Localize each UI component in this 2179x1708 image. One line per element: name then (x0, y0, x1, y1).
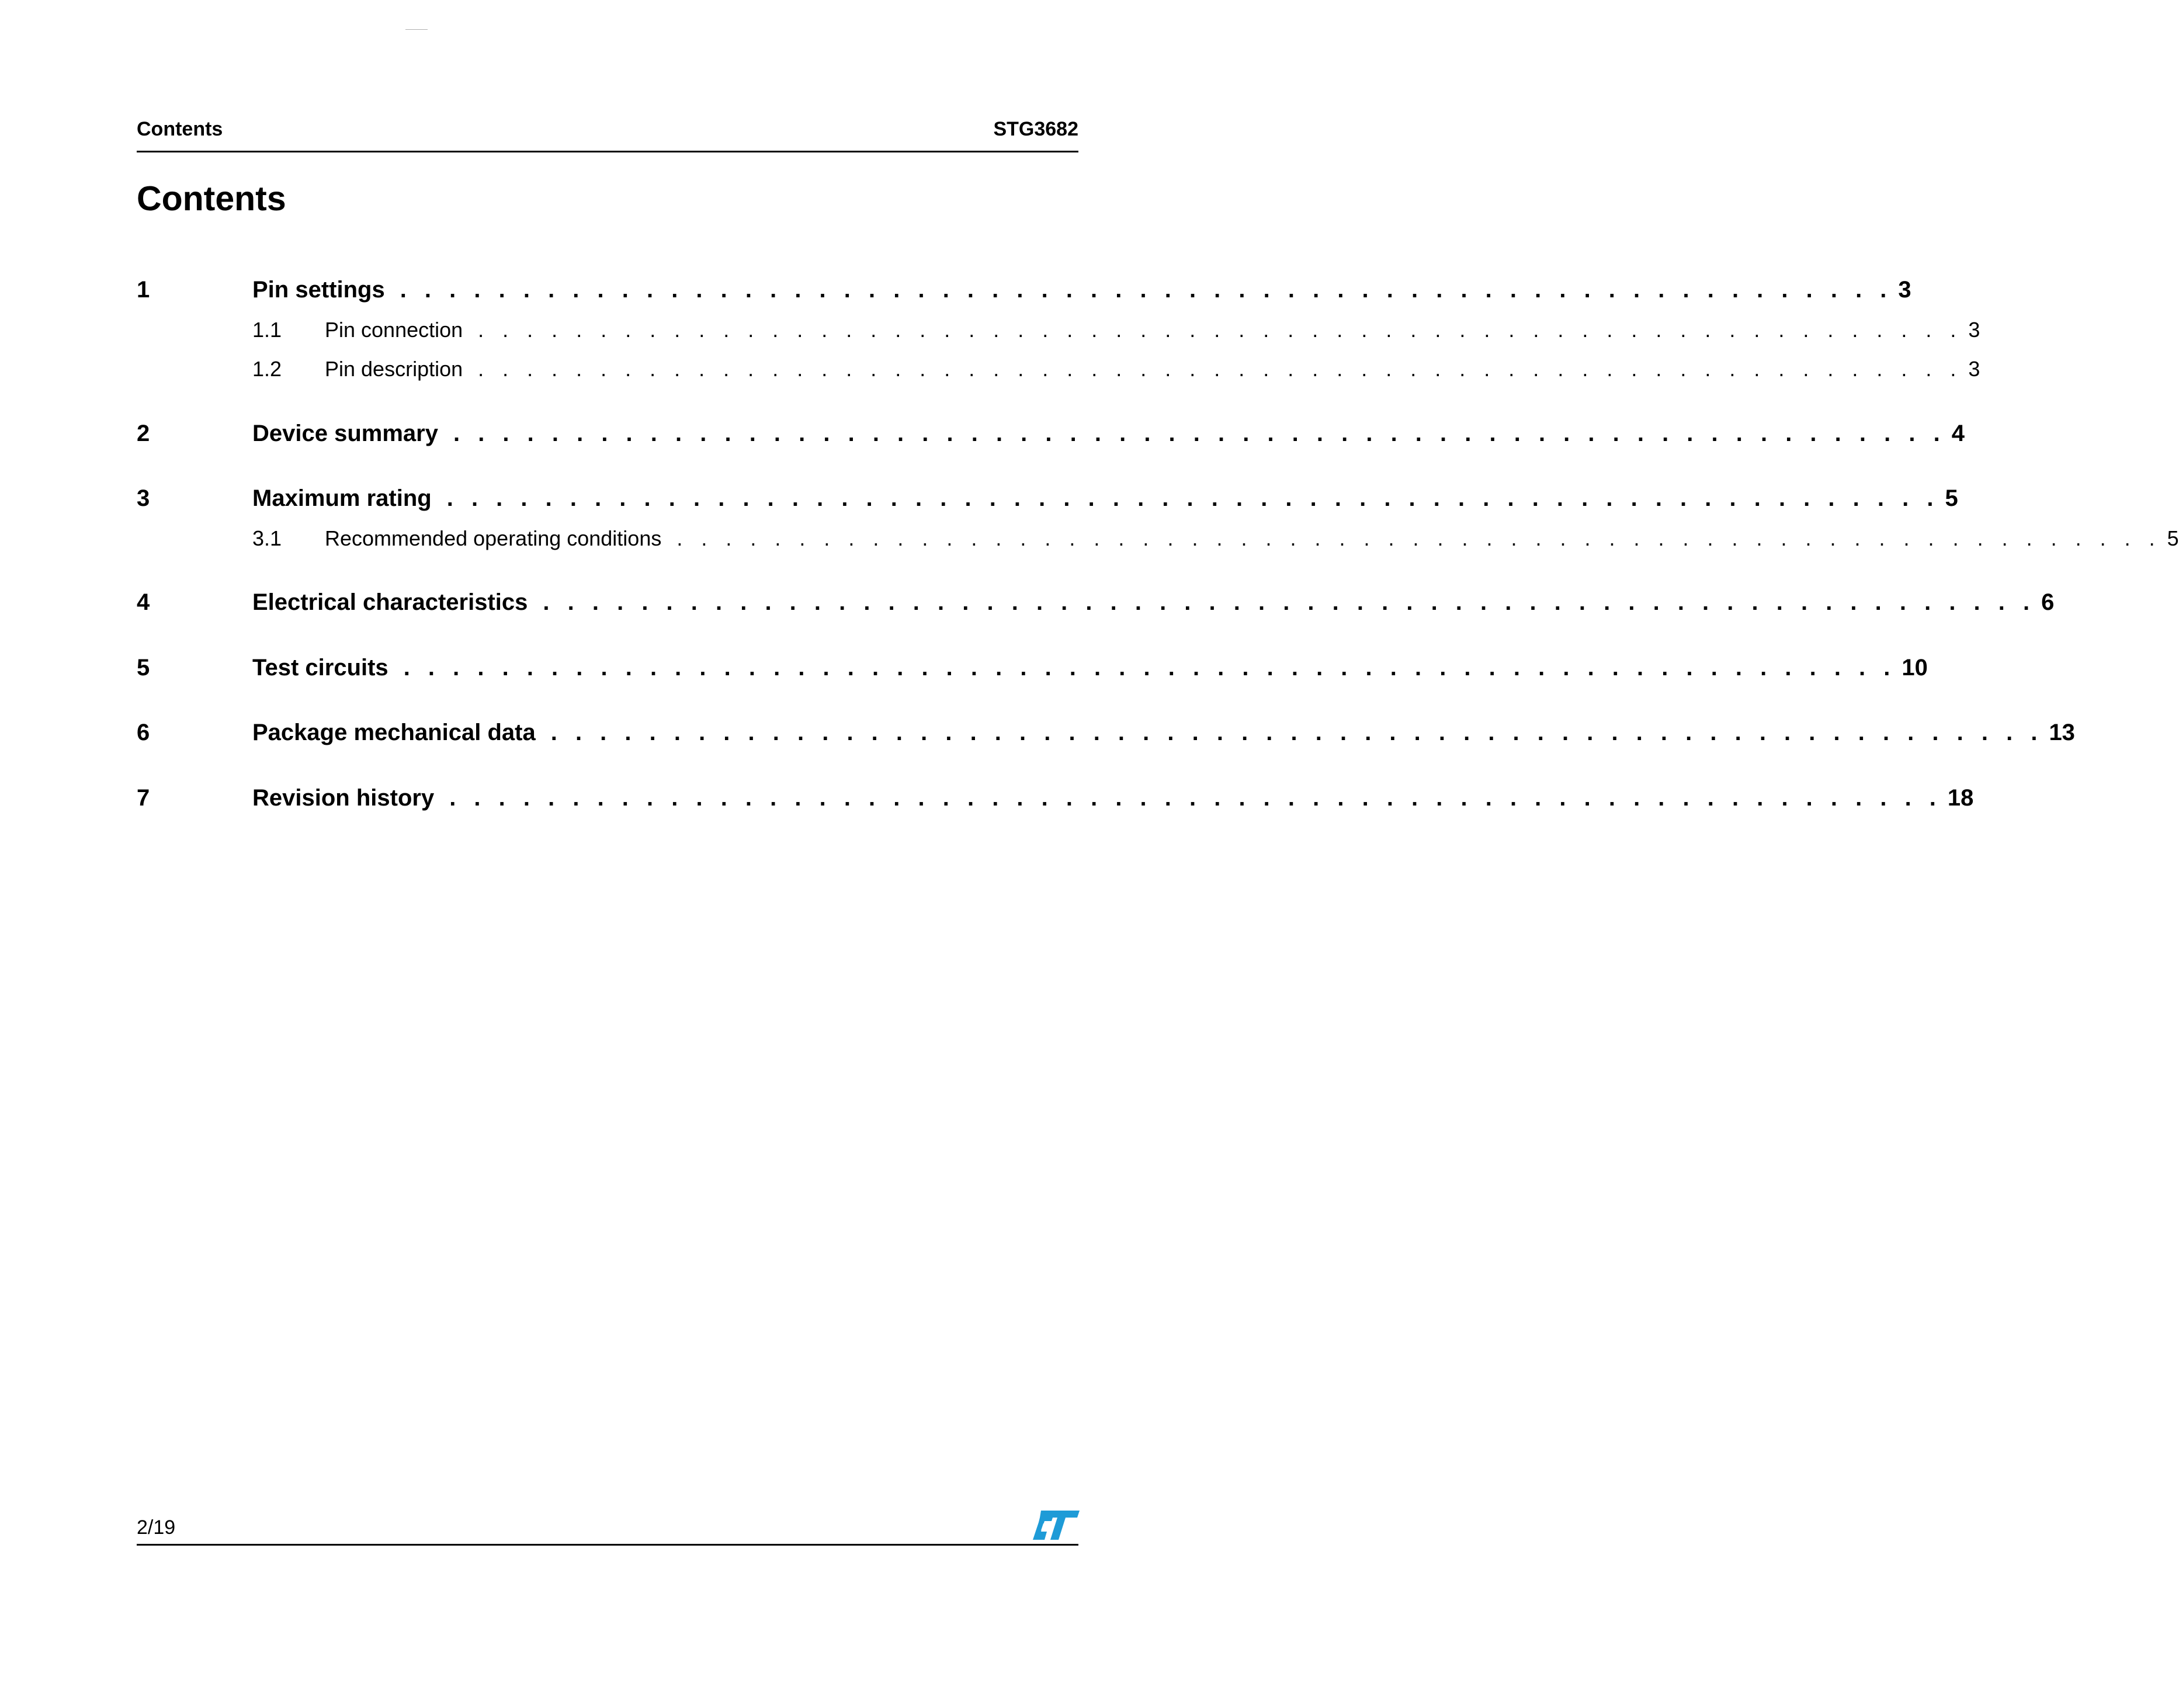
toc-entry-page: 5 (1945, 485, 1958, 511)
header-section-label: Contents (137, 118, 223, 140)
toc-entry-page: 3 (1898, 277, 1911, 303)
toc-entry-title: Pin settings (252, 277, 385, 303)
toc-entry-2[interactable] (137, 416, 1965, 451)
toc-dot-leader: . . . . . . . . . . . . . . . . . . . . . . . . . . . . . . . . . . . . . . . . . . . . . . . . . . . . . . . . . . . . . (403, 655, 1896, 681)
toc-entry-number: 3.1 (252, 526, 282, 550)
toc-entry-4[interactable] (137, 585, 2055, 620)
toc-entry-title: Pin connection (325, 318, 463, 342)
page-title: Contents (137, 179, 286, 218)
toc-entry-5[interactable] (137, 650, 1928, 685)
toc-entry-page: 3 (1968, 357, 1980, 381)
st-logo-shape (1033, 1511, 1080, 1540)
toc-entry-6[interactable] (137, 715, 2075, 750)
toc-dot-leader: . . . . . . . . . . . . . . . . . . . . . . . . . . . . . . . . . . . . . . . . . . . . . . . . . . . . . . . . . . . . . (543, 589, 2036, 615)
toc-dot-leader: . . . . . . . . . . . . . . . . . . . . . . . . . . . . . . . . . . . . . . . . . . . . . . . . . . . . . . . . . . . . . (400, 277, 1893, 303)
toc-entry-page: 10 (1902, 655, 1928, 681)
toc-entry-title: Recommended operating conditions (325, 526, 662, 550)
header-part-number: STG3682 (993, 118, 1078, 140)
toc-dot-leader: . . . . . . . . . . . . . . . . . . . . . . . . . . . . . . . . . . . . . . . . . . . . . . . . . . . . . . . . . . . . . (446, 485, 1939, 511)
toc-entry-number: 5 (137, 655, 150, 681)
toc-entry-number: 6 (137, 720, 150, 745)
toc-entry-number: 1.1 (252, 318, 282, 342)
toc-entry-title: Pin description (325, 357, 463, 381)
toc-dot-leader: . . . . . . . . . . . . . . . . . . . . . . . . . . . . . . . . . . . . . . . . . . . . . . . . . . . . . . . . . . . . . (478, 357, 1963, 381)
toc-entry-3[interactable] (137, 481, 1958, 516)
toc-entry-number: 4 (137, 589, 150, 615)
toc-entry-title: Test circuits (252, 655, 388, 681)
toc-entry-number: 7 (137, 785, 150, 811)
toc-entry-1-1[interactable] (137, 314, 1980, 346)
toc-entry-title: Device summary (252, 421, 438, 446)
toc-entry-3-1[interactable] (137, 522, 2179, 555)
toc-entry-1-2[interactable] (137, 353, 1980, 386)
toc-entry-page: 6 (2041, 589, 2055, 615)
footer-rule (137, 1544, 1078, 1546)
toc-entry-number: 1.2 (252, 357, 282, 381)
toc-dot-leader: . . . . . . . . . . . . . . . . . . . . . . . . . . . . . . . . . . . . . . . . . . . . . . . . . . . . . . . . . . . . . (478, 318, 1963, 342)
toc-entry-page: 18 (1947, 785, 1974, 811)
toc-entry-page: 3 (1968, 318, 1980, 342)
toc-dot-leader: . . . . . . . . . . . . . . . . . . . . . . . . . . . . . . . . . . . . . . . . . . . . . . . . . . . . . . . . . . . . . (449, 785, 1942, 811)
st-logo-icon (1033, 1509, 1080, 1541)
toc-entry-page: 5 (2167, 526, 2179, 550)
table-of-contents (137, 0, 2179, 1708)
toc-entry-1[interactable] (137, 272, 1911, 307)
toc-entry-number: 3 (137, 485, 150, 511)
toc-entry-title: Maximum rating (252, 485, 432, 511)
toc-entry-page: 13 (2049, 720, 2075, 745)
toc-entry-7[interactable] (137, 780, 1974, 815)
toc-dot-leader: . . . . . . . . . . . . . . . . . . . . . . . . . . . . . . . . . . . . . . . . . . . . . . . . . . . . . . . . . . . . . (550, 720, 2043, 745)
toc-entry-title: Electrical characteristics (252, 589, 528, 615)
toc-entry-number: 1 (137, 277, 150, 303)
toc-entry-title: Package mechanical data (252, 720, 536, 745)
toc-dot-leader: . . . . . . . . . . . . . . . . . . . . . . . . . . . . . . . . . . . . . . . . . . . . . . . . . . . . . . . . . . . . . (676, 526, 2161, 550)
toc-entry-title: Revision history (252, 785, 435, 811)
toc-entry-page: 4 (1951, 421, 1965, 446)
toc-entry-number: 2 (137, 421, 150, 446)
toc-dot-leader: . . . . . . . . . . . . . . . . . . . . . . . . . . . . . . . . . . . . . . . . . . . . . . . . . . . . . . . . . . . . . (453, 421, 1946, 446)
page-number: 2/19 (137, 1516, 176, 1539)
